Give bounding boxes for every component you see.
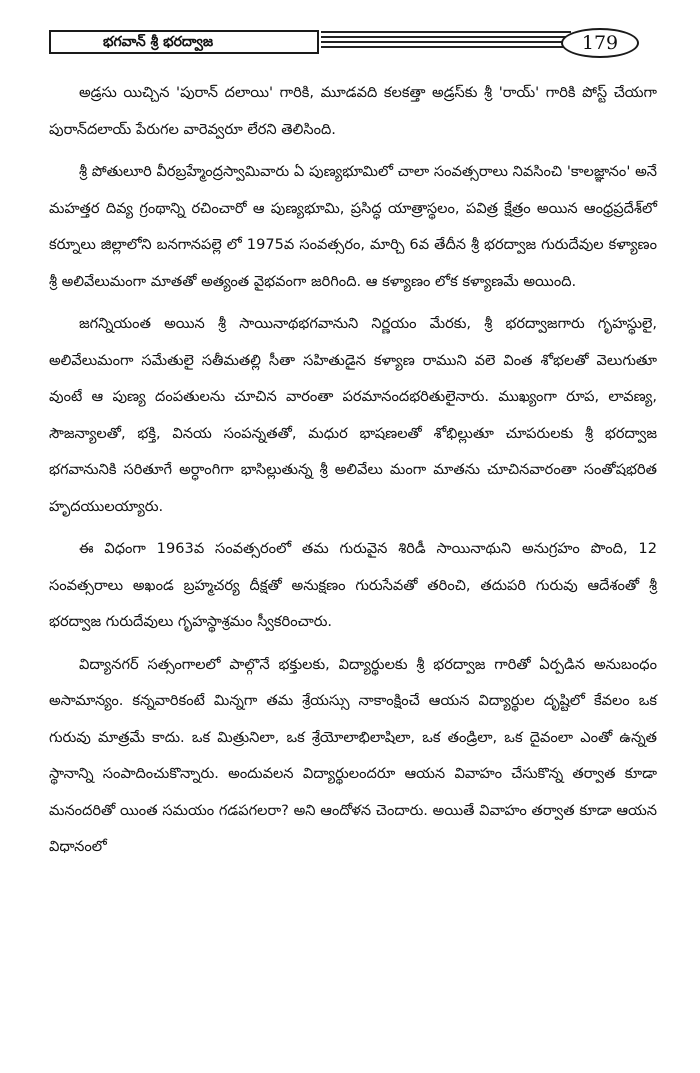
paragraph-3: జగన్నియంత అయిన శ్రీ సాయినాథభగవానుని నిర్ణయం మేరకు, శ్రీ భరద్వాజగారు గృహస్థులై, అలివేలుమంగా సమేతులై సతీమతల్లి సీతా సహితుడైన కళ్యాణ రాముని వలె వింత శోభలతో వెలుగుతూ వుంటే ఆ పుణ్య దంపతులను చూచిన వారంతా పరమానందభరితులైనారు. ముఖ్యంగా రూప, లావణ్య, సౌజన్యాలతో, భక్తి, వినయ సంపన్నతతో, మధుర భాషణలతో శోభిల్లుతూ చూపరులకు శ్రీ భరద్వాజ భగవానునికి సరితూగే అర్ధాంగిగా భాసిల్లుతున్న శ్రీ అలివేలు మంగా మాతను చూచినవారంతా సంతోషభరిత హృదయులయ్యారు. xyxy=(49,315,657,515)
paragraph-2: శ్రీ పోతులూరి వీరబ్రహ్మేంద్రస్వామివారు ఏ పుణ్యభూమిలో చాలా సంవత్సరాలు నివసించి 'కాలజ్ఞానం' అనే మహత్తర దివ్య గ్రంథాన్ని రచించారో ఆ పుణ్యభూమి, ప్రసిద్ధ యాత్రాస్థలం, పవిత్ర క్షేత్రం అయిన ఆంధ్రప్రదేశ్‌లో కర్నూలు జిల్లాలోని బనగానపల్లె లో 1975వ సంవత్సరం, మార్చి 6వ తేదీన శ్రీ భరద్వాజ గురుదేవుల కళ్యాణం శ్రీ అలివేలుమంగా మాతతో అత్యంత వైభవంగా జరిగింది. ఆ కళ్యాణం లోక కళ్యాణమే అయింది. xyxy=(49,163,657,290)
page-header xyxy=(49,28,629,60)
book-title: భగవాన్ శ్రీ భరద్వాజ xyxy=(49,30,319,54)
paragraph-1: అడ్రసు యిచ్చిన 'పురాన్ దలాయి' గారికి, మూడవది కలకత్తా అడ్రస్‌కు శ్రీ 'రాయ్' గారికి పోస్ట్ చేయగా పురాన్‌దలాయ్ పేరుగల వారెవ్వరూ లేరని తెలిసింది. xyxy=(49,84,657,138)
body-text xyxy=(49,75,657,866)
header-rule-lines xyxy=(321,31,571,53)
paragraph-4: ఈ విధంగా 1963వ సంవత్సరంలో తమ గురువైన శిరిడీ సాయినాథుని అనుగ్రహం పొంది, 12 సంవత్సరాలు అఖండ బ్రహ్మచర్య దీక్షతో అనుక్షణం గురుసేవతో తరించి, తదుపరి గురువు ఆదేశంతో శ్రీ భరద్వాజ గురుదేవులు గృహస్థాశ్రమం స్వీకరించారు. xyxy=(49,540,657,630)
page-number: 179 xyxy=(561,28,639,58)
paragraph-5: విద్యానగర్ సత్సంగాలలో పాల్గొనే భక్తులకు, విద్యార్థులకు శ్రీ భరద్వాజ గారితో ఏర్పడిన అనుబంధం అసామాన్యం. కన్నవారికంటే మిన్నగా తమ శ్రేయస్సు నాకాంక్షించే ఆయన విద్యార్థుల దృష్టిలో కేవలం ఒక గురువు మాత్రమే కాదు. ఒక మిత్రునిలా, ఒక శ్రేయోలాభిలాషిలా, ఒక తండ్రిలా, ఒక దైవంలా ఎంతో ఉన్నత స్థానాన్ని సంపాదించుకొన్నారు. అందువలన విద్యార్థులందరూ ఆయన వివాహం చేసుకొన్న తర్వాత కూడా మనందరితో యింత సమయం గడపగలరా? అని ఆందోళన చెందారు. అయితే వివాహం తర్వాత కూడా ఆయన విధానంలో xyxy=(49,655,657,855)
